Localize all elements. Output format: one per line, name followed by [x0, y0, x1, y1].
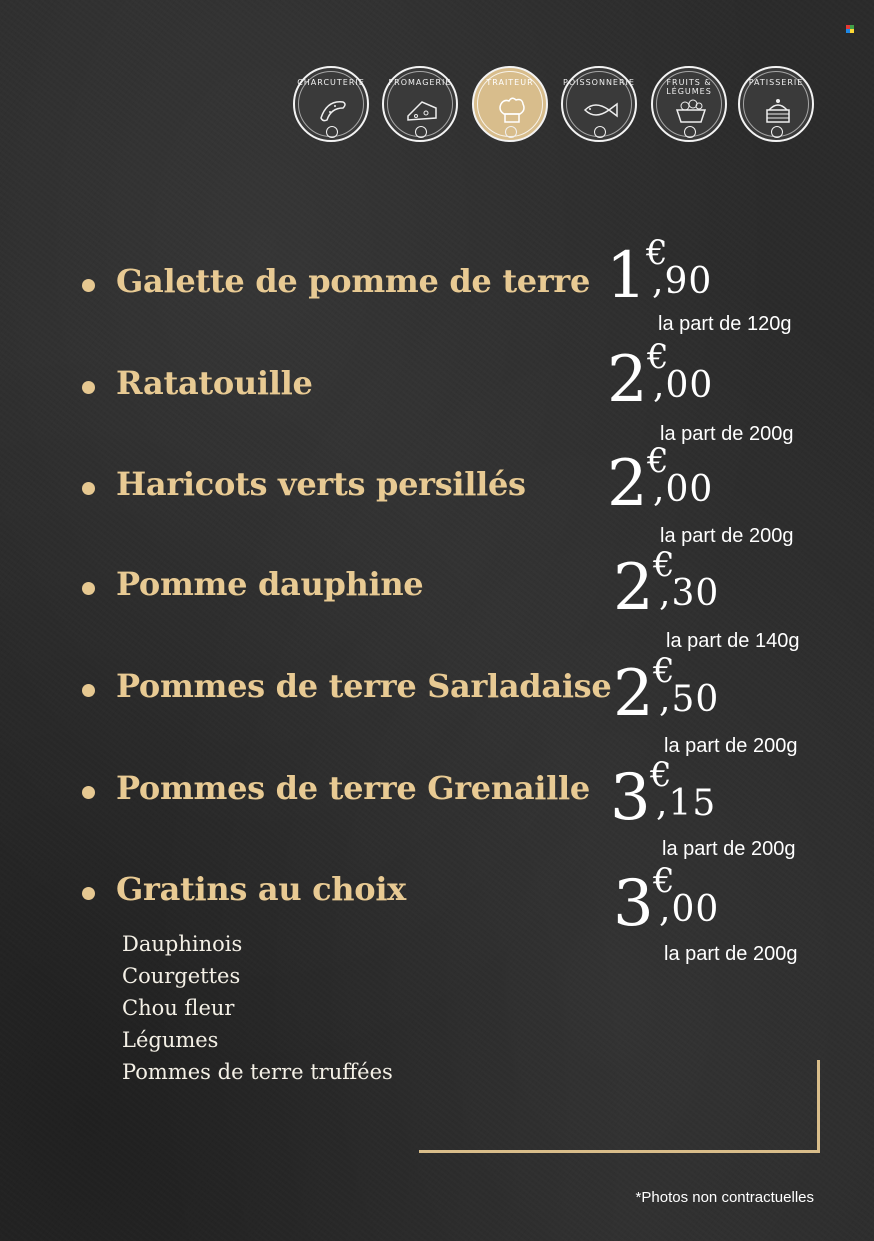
portion-label: la part de 200g — [662, 838, 796, 860]
badge-charcuterie[interactable] — [293, 66, 369, 142]
decorative-frame-vertical — [817, 1060, 820, 1153]
bullet-icon — [82, 684, 95, 697]
product-name: Haricots verts persillés — [116, 465, 526, 503]
gratin-option: Dauphinois — [122, 932, 243, 956]
corner-color-mark-icon — [846, 25, 858, 37]
gratin-option: Légumes — [122, 1028, 219, 1052]
price-decimals: ,50 — [659, 679, 720, 720]
bullet-icon — [82, 381, 95, 394]
badge-label: FRUITS & LÉGUMES — [666, 78, 712, 96]
currency-symbol: € — [646, 233, 668, 273]
seal-icon — [594, 126, 606, 138]
currency-symbol: € — [653, 651, 675, 691]
price-integer: 2 — [607, 447, 648, 521]
currency-symbol: € — [647, 337, 669, 377]
price-integer: 2 — [613, 657, 654, 731]
price-integer: 3 — [610, 761, 651, 835]
sausage-icon — [313, 92, 353, 128]
portion-label: la part de 200g — [664, 943, 798, 965]
currency-symbol: € — [650, 755, 672, 795]
cheese-icon — [402, 92, 442, 128]
price-integer: 3 — [613, 867, 654, 941]
chef-hat-icon — [492, 92, 532, 128]
seal-icon — [684, 126, 696, 138]
badge-poissonnerie[interactable] — [561, 66, 637, 142]
portion-label: la part de 200g — [664, 735, 798, 757]
badge-label: PATISSERIE — [748, 78, 804, 87]
price-decimals: ,15 — [656, 783, 717, 824]
gratin-option: Chou fleur — [122, 996, 235, 1020]
product-name: Pommes de terre Grenaille — [116, 769, 590, 807]
product-name: Pomme dauphine — [116, 565, 424, 603]
gratin-option: Courgettes — [122, 964, 241, 988]
badge-label: POISSONNERIE — [563, 78, 635, 87]
bullet-icon — [82, 786, 95, 799]
bullet-icon — [82, 279, 95, 292]
price-decimals: ,00 — [653, 469, 714, 510]
vegetable-basket-icon — [671, 92, 711, 128]
price-decimals: ,90 — [652, 261, 713, 302]
price-decimals: ,00 — [659, 889, 720, 930]
price-integer: 2 — [613, 551, 654, 625]
portion-label: la part de 140g — [666, 630, 800, 652]
badge-fromagerie[interactable] — [382, 66, 458, 142]
currency-symbol: € — [653, 545, 675, 585]
price-integer: 2 — [607, 343, 648, 417]
category-badges — [293, 66, 823, 146]
bullet-icon — [82, 482, 95, 495]
portion-label: la part de 120g — [658, 313, 792, 335]
seal-icon — [415, 126, 427, 138]
decorative-frame-horizontal — [419, 1150, 820, 1153]
cake-icon — [758, 92, 798, 128]
price-decimals: ,30 — [659, 573, 720, 614]
seal-icon — [771, 126, 783, 138]
product-name: Ratatouille — [116, 364, 313, 402]
seal-icon — [326, 126, 338, 138]
bullet-icon — [82, 887, 95, 900]
badge-label: TRAITEUR — [486, 78, 534, 87]
product-name: Galette de pomme de terre — [116, 262, 591, 300]
price-integer: 1 — [606, 239, 647, 313]
gratin-option: Pommes de terre truffées — [122, 1060, 393, 1084]
seal-icon — [505, 126, 517, 138]
fish-icon — [581, 92, 621, 128]
badge-traiteur[interactable] — [472, 66, 548, 142]
gratins-options-list — [122, 928, 393, 1088]
badge-fruits-legumes[interactable] — [651, 66, 727, 142]
product-name: Pommes de terre Sarladaise — [116, 667, 612, 705]
portion-label: la part de 200g — [660, 525, 794, 547]
badge-label: FROMAGERIE — [388, 78, 452, 87]
portion-label: la part de 200g — [660, 423, 794, 445]
currency-symbol: € — [653, 861, 675, 901]
price-decimals: ,00 — [653, 365, 714, 406]
currency-symbol: € — [647, 441, 669, 481]
footnote: *Photos non contractuelles — [635, 1189, 814, 1206]
bullet-icon — [82, 582, 95, 595]
badge-patisserie[interactable] — [738, 66, 814, 142]
badge-label: CHARCUTERIE — [297, 78, 365, 87]
product-name: Gratins au choix — [116, 870, 406, 908]
